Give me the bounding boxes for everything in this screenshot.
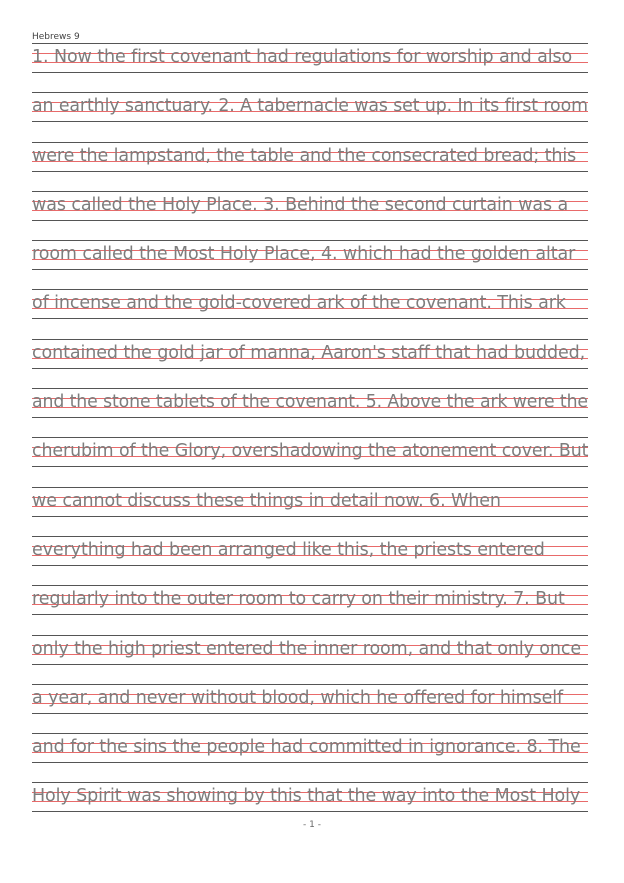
line-text: were the lampstand, the table and the consecrated bread; this — [32, 145, 577, 166]
practice-line — [32, 239, 588, 288]
practice-line — [32, 634, 588, 683]
practice-line — [32, 338, 588, 387]
practice-line — [32, 535, 588, 584]
line-text: an earthly sanctuary. 2. A tabernacle was set up. In its first room — [32, 96, 588, 117]
practice-line — [32, 584, 588, 633]
line-text: everything had been arranged like this, the priests entered — [32, 539, 545, 560]
line-text: cherubim of the Glory, overshadowing the atonement cover. But — [32, 441, 589, 462]
line-text: a year, and never without blood, which he offered for himself — [32, 687, 564, 708]
practice-line — [32, 288, 588, 337]
practice-line — [32, 436, 588, 485]
practice-line — [32, 91, 588, 140]
line-text: of incense and the gold-covered ark of the covenant. This ark — [32, 293, 566, 314]
handwriting-sheet — [32, 42, 588, 831]
practice-line — [32, 486, 588, 535]
line-text: and the stone tablets of the covenant. 5. Above the ark were the — [32, 392, 588, 413]
practice-line — [32, 141, 588, 190]
page-number: - 1 - — [303, 820, 321, 830]
line-text: regularly into the outer room to carry on their ministry. 7. But — [32, 589, 565, 610]
line-text: Holy Spirit was showing by this that the way into the Most Holy — [32, 786, 581, 807]
practice-line — [32, 387, 588, 436]
practice-line — [32, 732, 588, 781]
line-text: only the high priest entered the inner room, and that only once — [32, 638, 582, 659]
line-text: 1. Now the first covenant had regulations for worship and also — [32, 47, 573, 67]
practice-line — [32, 190, 588, 239]
line-text: room called the Most Holy Place, 4. which had the golden altar — [32, 244, 576, 265]
page-title: Hebrews 9 — [32, 32, 80, 42]
line-text: contained the gold jar of manna, Aaron's staff that had budded, — [32, 342, 586, 363]
line-text: we cannot discuss these things in detail now. 6. When — [32, 490, 501, 511]
line-text: and for the sins the people had committed in ignorance. 8. The — [32, 737, 581, 758]
practice-line — [32, 683, 588, 732]
practice-line — [32, 42, 588, 91]
line-text: was called the Holy Place. 3. Behind the second curtain was a — [32, 194, 569, 215]
